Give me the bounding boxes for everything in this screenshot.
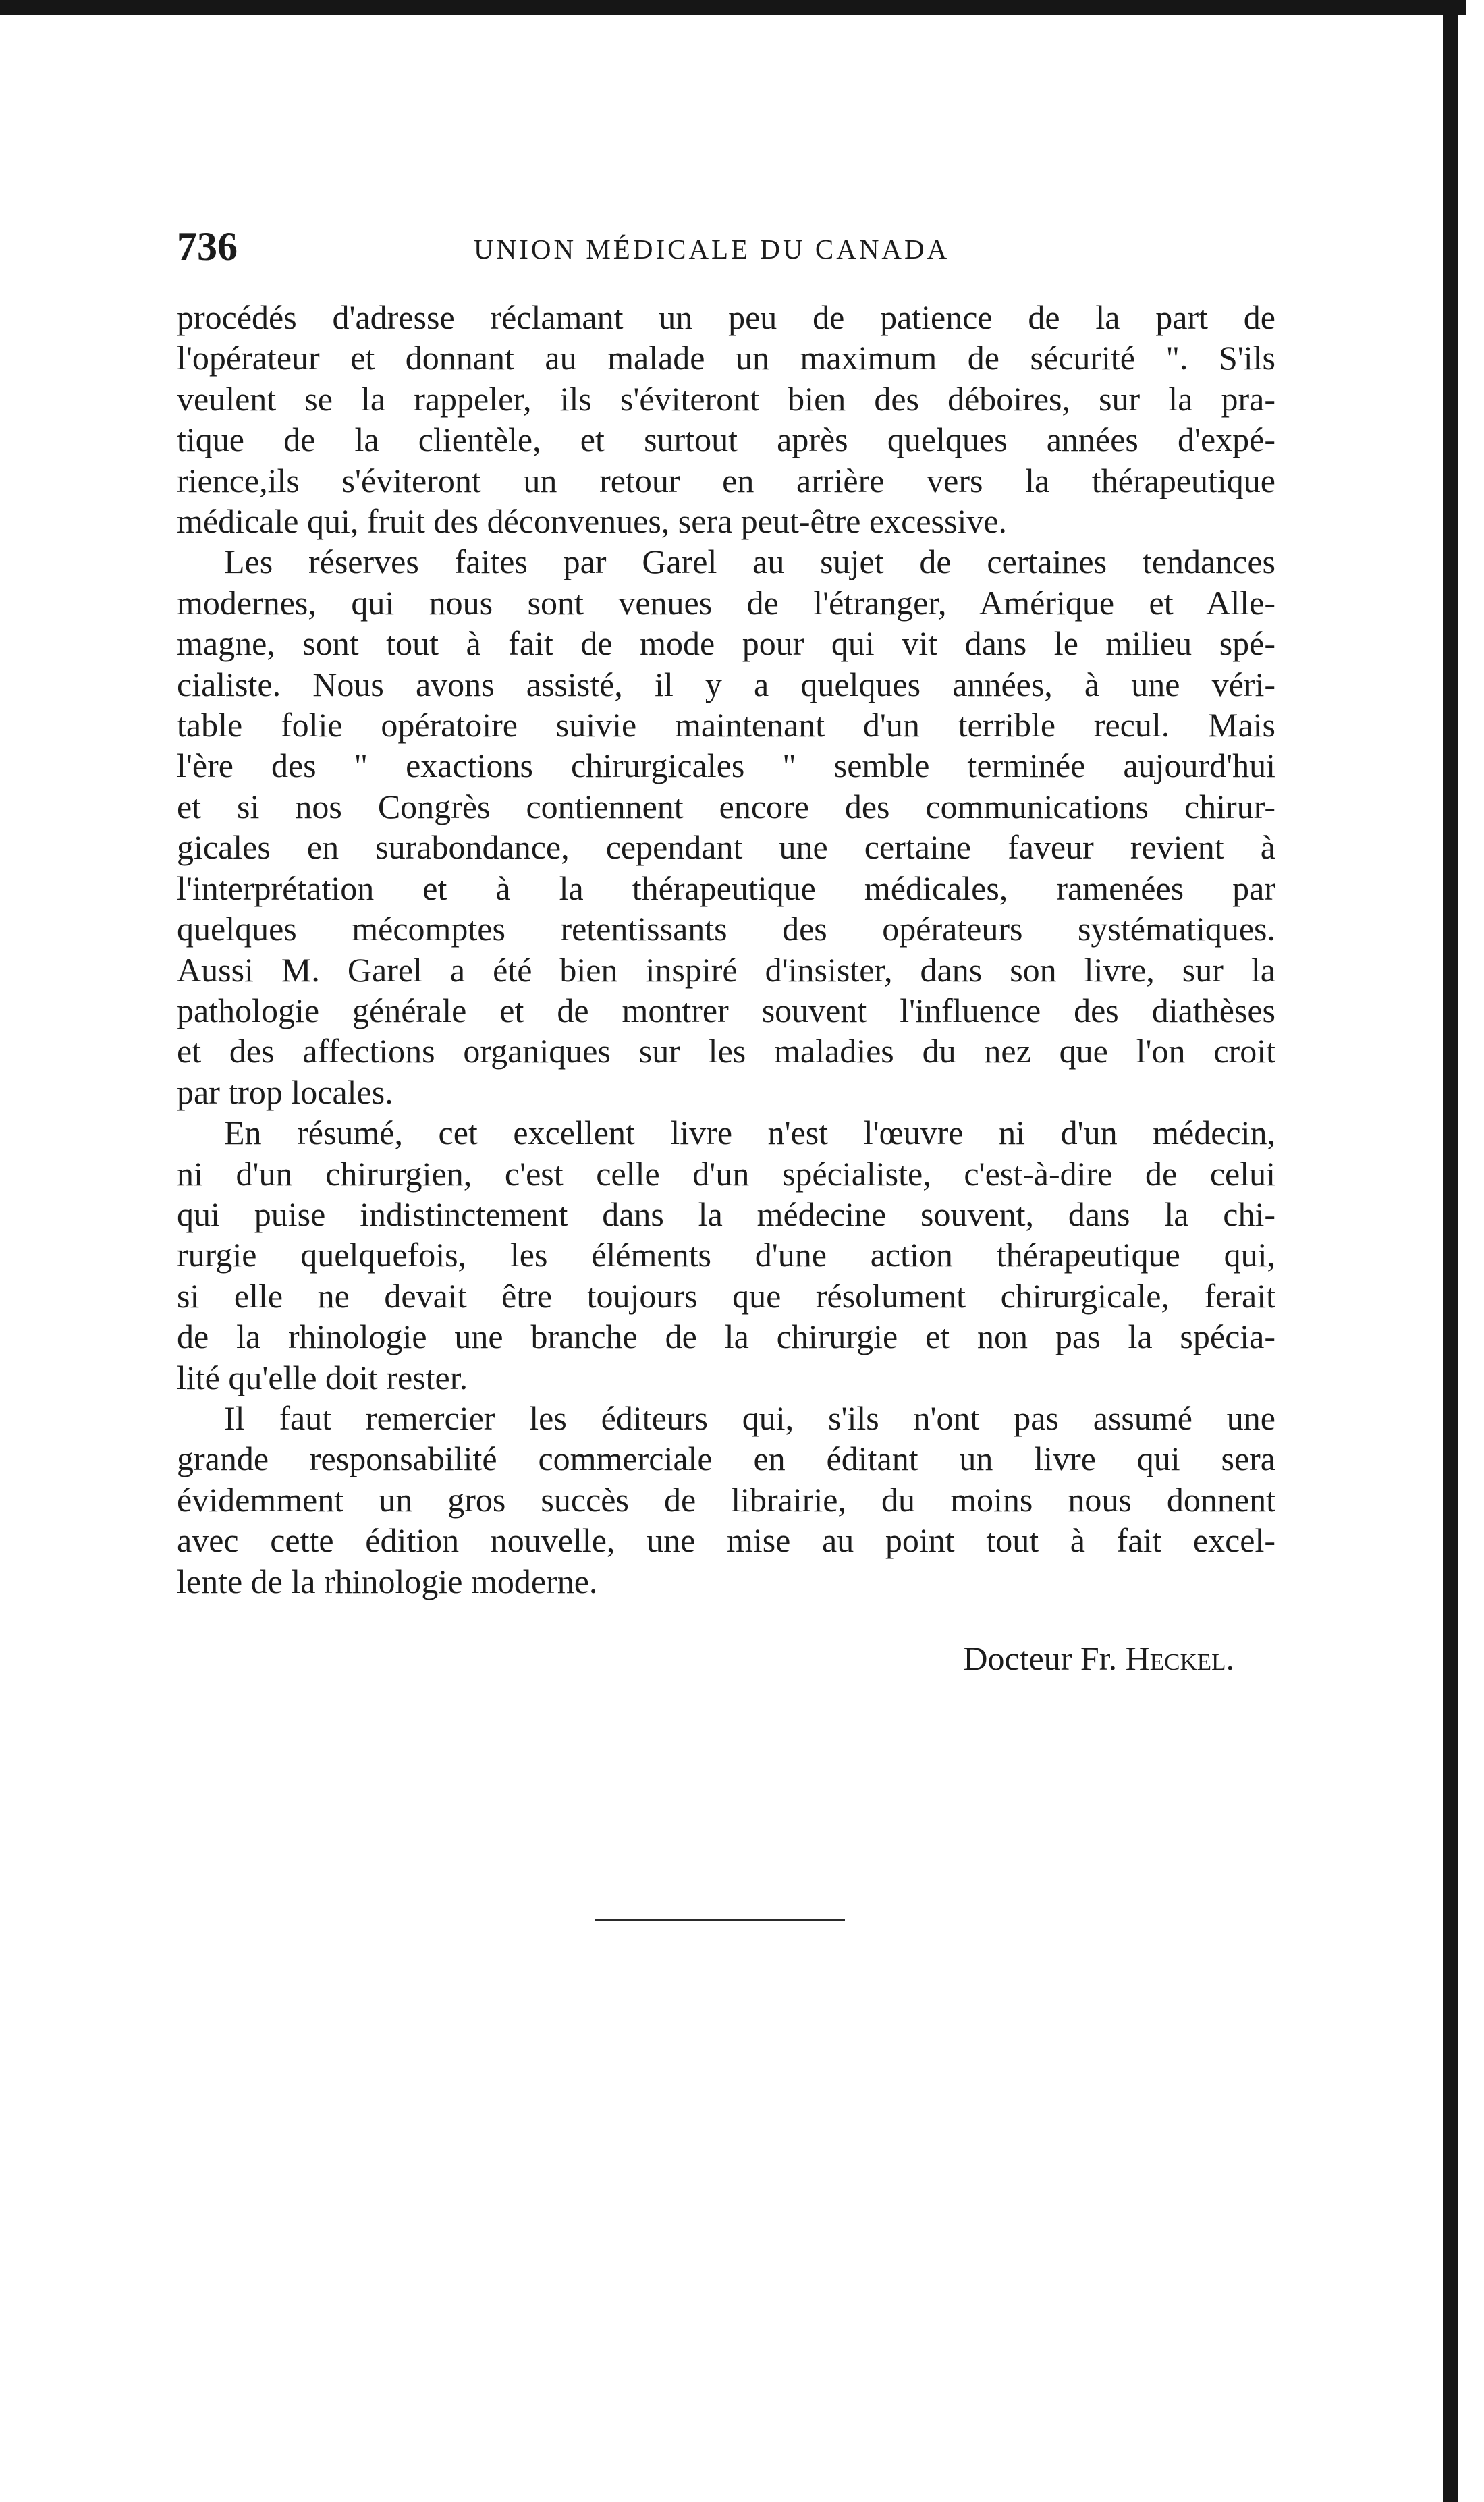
author-signature	[963, 1638, 1234, 1679]
paragraph-start-line: Les réserves faites par Garel au sujet de certaines tendances	[224, 543, 1275, 581]
text-line: par trop locales.	[177, 1072, 393, 1111]
text-line: gicales en surabondance, cependant une certaine faveur revient à	[177, 828, 1275, 867]
article-body	[177, 297, 1275, 1602]
top-border-rule	[0, 0, 1466, 15]
page-number: 736	[177, 224, 238, 269]
text-line: lité qu'elle doit rester.	[177, 1358, 468, 1396]
text-line: évidemment un gros succès de librairie, du moins nous donnent	[177, 1480, 1275, 1519]
text-line: quelques mécomptes retentissants des opérateurs systématiques.	[177, 910, 1275, 948]
text-line: rurgie quelquefois, les éléments d'une action thérapeutique qui,	[177, 1236, 1275, 1274]
text-line: rience,ils s'éviteront un retour en arrière vers la thérapeutique	[177, 461, 1275, 499]
text-line: ni d'un chirurgien, c'est celle d'un spécialiste, c'est-à-dire de celui	[177, 1154, 1275, 1193]
text-line: tique de la clientèle, et surtout après quelques années d'expé-	[177, 420, 1275, 459]
text-line: Aussi M. Garel a été bien inspiré d'insister, dans son livre, sur la	[177, 950, 1275, 989]
section-end-rule	[595, 1919, 845, 1921]
text-line: l'ère des " exactions chirurgicales " semble terminée aujourd'hui	[177, 746, 1275, 785]
running-title: UNION MÉDICALE DU CANADA	[474, 234, 950, 265]
signature-prefix: Docteur Fr.	[963, 1639, 1126, 1677]
text-line: pathologie générale et de montrer souvent l'influence des diathèses	[177, 991, 1275, 1029]
text-line: et si nos Congrès contiennent encore des communications chirur-	[177, 787, 1275, 825]
signature-name: Heckel.	[1125, 1639, 1234, 1677]
text-line: l'opérateur et donnant au malade un maximum de sécurité ". S'ils	[177, 339, 1275, 377]
text-line: table folie opératoire suivie maintenant d'un terrible recul. Mais	[177, 706, 1275, 744]
text-line: modernes, qui nous sont venues de l'étranger, Amérique et Alle-	[177, 583, 1275, 622]
text-line: lente de la rhinologie moderne.	[177, 1562, 598, 1600]
text-line: veulent se la rappeler, ils s'éviteront bien des déboires, sur la pra-	[177, 379, 1275, 418]
text-line: l'interprétation et à la thérapeutique médicales, ramenées par	[177, 869, 1275, 907]
paragraph-start-line: En résumé, cet excellent livre n'est l'œuvre ni d'un médecin,	[224, 1114, 1275, 1152]
text-line: de la rhinologie une branche de la chirurgie et non pas la spécia-	[177, 1317, 1275, 1356]
page-header	[177, 219, 1277, 273]
text-line: procédés d'adresse réclamant un peu de patience de la part de	[177, 298, 1275, 336]
text-line: et des affections organiques sur les maladies du nez que l'on croit	[177, 1032, 1275, 1070]
text-line: qui puise indistinctement dans la médecine souvent, dans la chi-	[177, 1195, 1275, 1233]
text-line: cialiste. Nous avons assisté, il y a quelques années, à une véri-	[177, 665, 1275, 703]
right-border-rule	[1443, 0, 1458, 2502]
text-line: avec cette édition nouvelle, une mise au point tout à fait excel-	[177, 1521, 1275, 1560]
text-line: grande responsabilité commerciale en éditant un livre qui sera	[177, 1440, 1275, 1478]
paragraph-start-line: Il faut remercier les éditeurs qui, s'ils n'ont pas assumé une	[224, 1398, 1275, 1437]
text-line: magne, sont tout à fait de mode pour qui vit dans le milieu spé-	[177, 624, 1275, 663]
text-line: médicale qui, fruit des déconvenues, sera peut-être excessive.	[177, 502, 1008, 541]
text-line: si elle ne devait être toujours que résolument chirurgicale, ferait	[177, 1276, 1275, 1315]
